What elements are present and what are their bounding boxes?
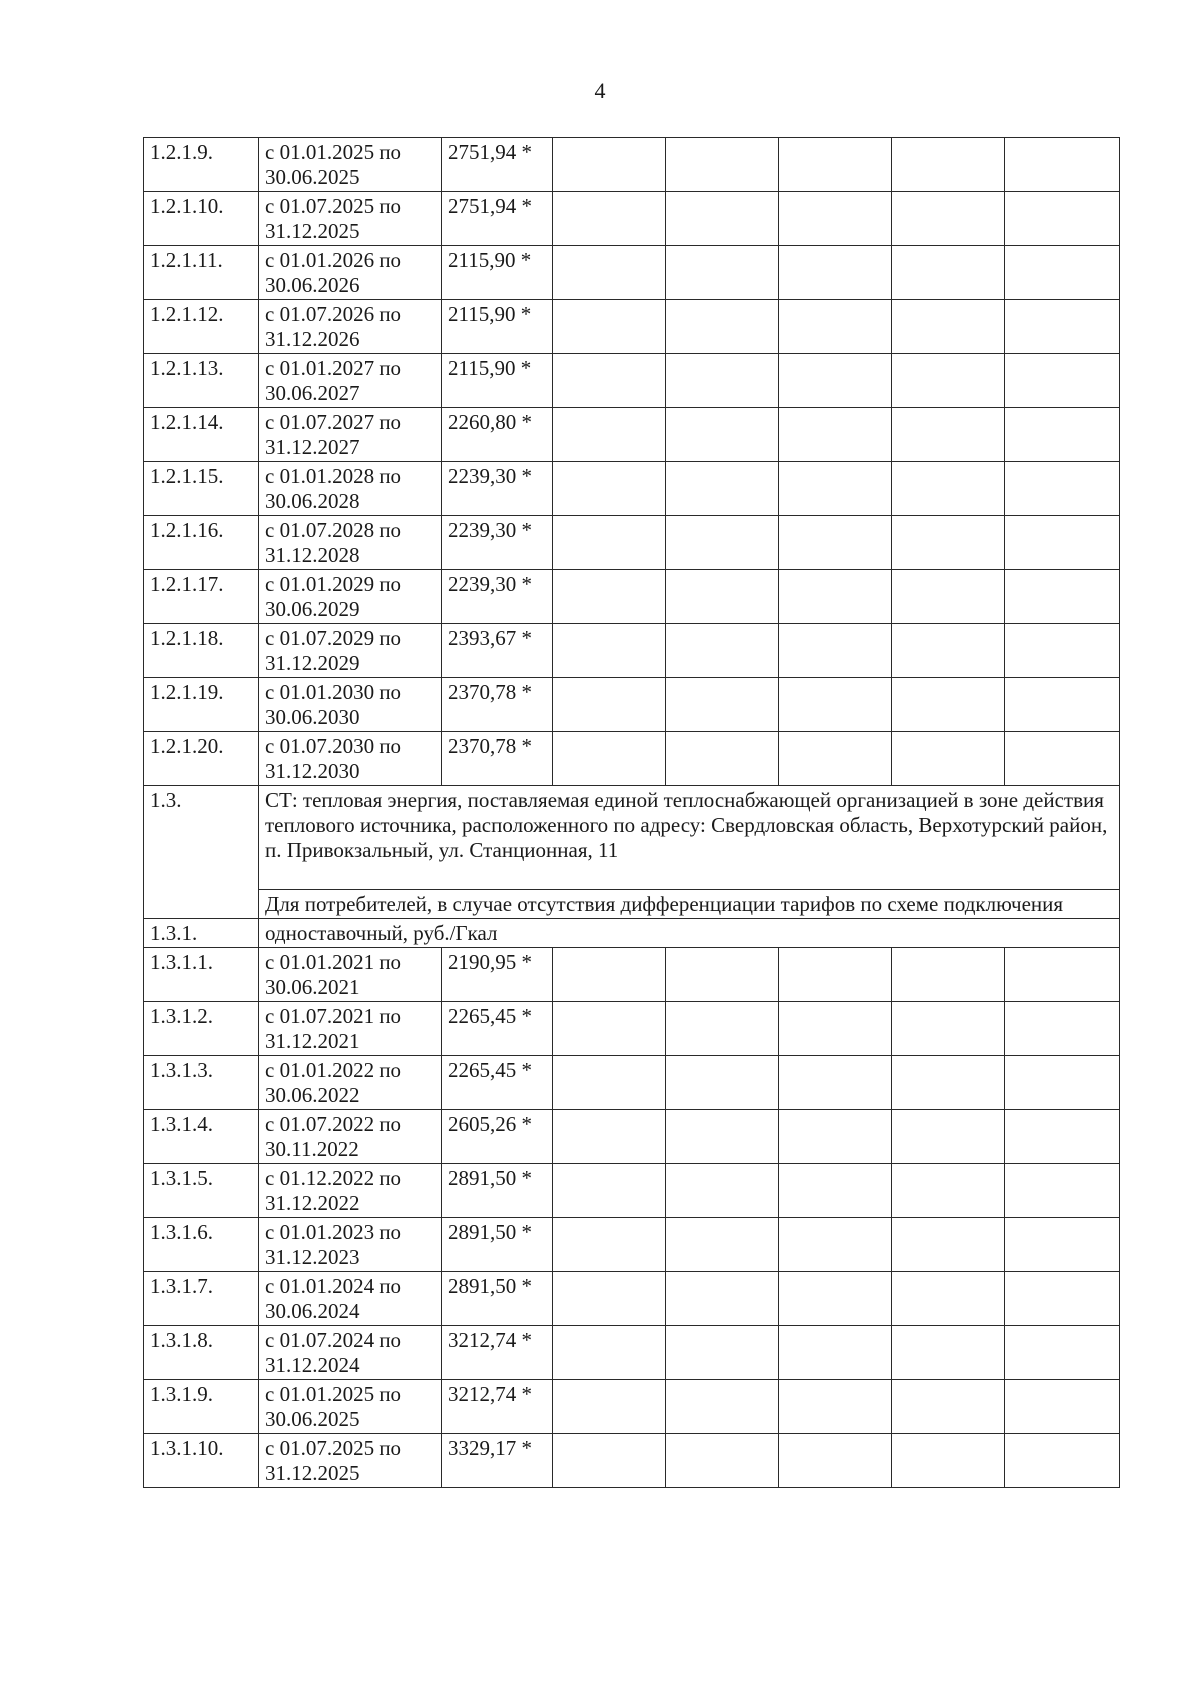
tariff-value: 2239,30 * [442, 516, 553, 570]
empty-cell [553, 300, 666, 354]
tariff-value: 3212,74 * [442, 1326, 553, 1380]
tariff-value: 2265,45 * [442, 1002, 553, 1056]
subsection-number: 1.3.1. [144, 919, 259, 948]
empty-cell [553, 678, 666, 732]
empty-cell [779, 300, 892, 354]
period-cell [259, 570, 442, 624]
empty-cell [1005, 462, 1120, 516]
row-number: 1.3.1.2. [144, 1002, 259, 1056]
period-to: 31.12.2029 [265, 651, 360, 675]
empty-cell [779, 246, 892, 300]
empty-cell [892, 246, 1005, 300]
tariff-value: 3212,74 * [442, 1380, 553, 1434]
empty-cell [892, 1380, 1005, 1434]
empty-cell [779, 138, 892, 192]
empty-cell [666, 570, 779, 624]
table-row [144, 192, 1120, 246]
tariff-value: 2891,50 * [442, 1164, 553, 1218]
tariff-value: 2370,78 * [442, 678, 553, 732]
period-cell [259, 678, 442, 732]
table-row [144, 138, 1120, 192]
table-row [144, 1056, 1120, 1110]
empty-cell [553, 1110, 666, 1164]
tariff-value: 3329,17 * [442, 1434, 553, 1488]
period-to: 31.12.2027 [265, 435, 360, 459]
period-to: 31.12.2030 [265, 759, 360, 783]
table-row [144, 300, 1120, 354]
tariff-value: 2115,90 * [442, 354, 553, 408]
row-number: 1.3.1.3. [144, 1056, 259, 1110]
tariff-value: 2265,45 * [442, 1056, 553, 1110]
table-row [144, 354, 1120, 408]
empty-cell [666, 1056, 779, 1110]
empty-cell [666, 246, 779, 300]
period-cell [259, 1164, 442, 1218]
table-row [144, 1326, 1120, 1380]
row-number: 1.2.1.20. [144, 732, 259, 786]
empty-cell [666, 732, 779, 786]
row-number: 1.2.1.15. [144, 462, 259, 516]
period-from: с 01.01.2021 по [265, 950, 402, 974]
empty-cell [1005, 570, 1120, 624]
period-to: 30.06.2029 [265, 597, 360, 621]
empty-cell [553, 1056, 666, 1110]
period-cell [259, 138, 442, 192]
table-row [144, 462, 1120, 516]
table-row [144, 1164, 1120, 1218]
period-from: с 01.01.2024 по [265, 1274, 402, 1298]
period-from: с 01.12.2022 по [265, 1166, 402, 1190]
empty-cell [779, 462, 892, 516]
section-1-3 [144, 786, 1120, 948]
table-row [144, 408, 1120, 462]
empty-cell [779, 624, 892, 678]
period-cell [259, 624, 442, 678]
period-cell [259, 1110, 442, 1164]
empty-cell [1005, 192, 1120, 246]
empty-cell [779, 1056, 892, 1110]
empty-cell [553, 1434, 666, 1488]
period-to: 30.06.2026 [265, 273, 360, 297]
empty-cell [892, 1218, 1005, 1272]
tariff-value: 2891,50 * [442, 1218, 553, 1272]
period-from: с 01.07.2022 по [265, 1112, 402, 1136]
empty-cell [1005, 1056, 1120, 1110]
period-from: с 01.07.2025 по [265, 194, 402, 218]
row-number: 1.2.1.19. [144, 678, 259, 732]
empty-cell [892, 1110, 1005, 1164]
period-cell [259, 732, 442, 786]
period-to: 30.06.2021 [265, 975, 360, 999]
period-to: 30.06.2024 [265, 1299, 360, 1323]
period-from: с 01.01.2028 по [265, 464, 402, 488]
empty-cell [779, 570, 892, 624]
empty-cell [1005, 732, 1120, 786]
empty-cell [1005, 678, 1120, 732]
empty-cell [779, 192, 892, 246]
period-cell [259, 462, 442, 516]
row-number: 1.2.1.13. [144, 354, 259, 408]
period-from: с 01.01.2025 по [265, 1382, 402, 1406]
empty-cell [553, 1002, 666, 1056]
tariff-table [143, 137, 1120, 1488]
row-number: 1.2.1.18. [144, 624, 259, 678]
table-row [144, 1002, 1120, 1056]
empty-cell [553, 1380, 666, 1434]
empty-cell [666, 948, 779, 1002]
period-from: с 01.07.2024 по [265, 1328, 402, 1352]
row-number: 1.2.1.9. [144, 138, 259, 192]
period-from: с 01.01.2027 по [265, 356, 402, 380]
row-number: 1.2.1.12. [144, 300, 259, 354]
empty-cell [892, 1164, 1005, 1218]
table-row [144, 1380, 1120, 1434]
empty-cell [666, 516, 779, 570]
row-number: 1.3.1.6. [144, 1218, 259, 1272]
empty-cell [892, 192, 1005, 246]
row-number: 1.2.1.14. [144, 408, 259, 462]
period-from: с 01.07.2029 по [265, 626, 402, 650]
empty-cell [666, 354, 779, 408]
row-number: 1.3.1.10. [144, 1434, 259, 1488]
empty-cell [779, 1434, 892, 1488]
row-number: 1.3.1.8. [144, 1326, 259, 1380]
period-cell [259, 1002, 442, 1056]
empty-cell [553, 1164, 666, 1218]
period-from: с 01.01.2030 по [265, 680, 402, 704]
row-number: 1.2.1.16. [144, 516, 259, 570]
section-number: 1.3. [144, 786, 259, 919]
period-cell [259, 516, 442, 570]
empty-cell [1005, 1218, 1120, 1272]
period-from: с 01.07.2025 по [265, 1436, 402, 1460]
period-to: 31.12.2025 [265, 1461, 360, 1485]
empty-cell [892, 1272, 1005, 1326]
empty-cell [553, 948, 666, 1002]
period-to: 30.06.2025 [265, 1407, 360, 1431]
period-from: с 01.01.2023 по [265, 1220, 402, 1244]
table-row [144, 678, 1120, 732]
empty-cell [553, 192, 666, 246]
empty-cell [666, 138, 779, 192]
period-cell [259, 192, 442, 246]
period-to: 31.12.2028 [265, 543, 360, 567]
tariff-rows-group-2 [144, 948, 1120, 1488]
empty-cell [1005, 1326, 1120, 1380]
empty-cell [779, 408, 892, 462]
empty-cell [553, 462, 666, 516]
empty-cell [1005, 1434, 1120, 1488]
empty-cell [779, 354, 892, 408]
table-row [144, 1218, 1120, 1272]
empty-cell [1005, 1380, 1120, 1434]
empty-cell [779, 1218, 892, 1272]
empty-cell [779, 948, 892, 1002]
period-cell [259, 1218, 442, 1272]
period-cell [259, 1326, 442, 1380]
empty-cell [666, 624, 779, 678]
period-to: 31.12.2026 [265, 327, 360, 351]
tariff-value: 2891,50 * [442, 1272, 553, 1326]
period-cell [259, 1056, 442, 1110]
empty-cell [1005, 1272, 1120, 1326]
empty-cell [1005, 300, 1120, 354]
empty-cell [553, 408, 666, 462]
row-number: 1.3.1.7. [144, 1272, 259, 1326]
empty-cell [779, 1110, 892, 1164]
period-from: с 01.01.2025 по [265, 140, 402, 164]
empty-cell [1005, 1002, 1120, 1056]
empty-cell [892, 948, 1005, 1002]
empty-cell [1005, 138, 1120, 192]
table-row [144, 570, 1120, 624]
empty-cell [666, 192, 779, 246]
row-number: 1.3.1.4. [144, 1110, 259, 1164]
period-from: с 01.07.2021 по [265, 1004, 402, 1028]
empty-cell [1005, 354, 1120, 408]
period-cell [259, 1380, 442, 1434]
empty-cell [892, 462, 1005, 516]
period-to: 30.06.2022 [265, 1083, 360, 1107]
empty-cell [892, 624, 1005, 678]
table-row [144, 948, 1120, 1002]
empty-cell [779, 516, 892, 570]
table-row [144, 1272, 1120, 1326]
period-to: 31.12.2025 [265, 219, 360, 243]
period-to: 30.06.2025 [265, 165, 360, 189]
tariff-value: 2190,95 * [442, 948, 553, 1002]
period-to: 31.12.2024 [265, 1353, 360, 1377]
empty-cell [553, 354, 666, 408]
period-from: с 01.01.2029 по [265, 572, 402, 596]
empty-cell [892, 300, 1005, 354]
row-number: 1.3.1.5. [144, 1164, 259, 1218]
empty-cell [666, 300, 779, 354]
period-cell [259, 1272, 442, 1326]
empty-cell [666, 408, 779, 462]
table-row [144, 516, 1120, 570]
empty-cell [1005, 948, 1120, 1002]
tariff-value: 2239,30 * [442, 462, 553, 516]
empty-cell [892, 570, 1005, 624]
period-to: 30.06.2030 [265, 705, 360, 729]
period-from: с 01.07.2030 по [265, 734, 402, 758]
row-number: 1.2.1.17. [144, 570, 259, 624]
empty-cell [892, 516, 1005, 570]
row-number: 1.3.1.1. [144, 948, 259, 1002]
table-row [144, 1434, 1120, 1488]
tariff-value: 2751,94 * [442, 138, 553, 192]
period-from: с 01.01.2026 по [265, 248, 402, 272]
period-to: 30.06.2028 [265, 489, 360, 513]
empty-cell [892, 408, 1005, 462]
empty-cell [1005, 408, 1120, 462]
empty-cell [666, 1380, 779, 1434]
period-from: с 01.07.2027 по [265, 410, 402, 434]
row-number: 1.2.1.10. [144, 192, 259, 246]
empty-cell [666, 1110, 779, 1164]
empty-cell [666, 1164, 779, 1218]
empty-cell [892, 732, 1005, 786]
empty-cell [553, 1272, 666, 1326]
empty-cell [666, 1326, 779, 1380]
period-to: 30.06.2027 [265, 381, 360, 405]
empty-cell [779, 1380, 892, 1434]
empty-cell [553, 1326, 666, 1380]
empty-cell [892, 1002, 1005, 1056]
empty-cell [553, 570, 666, 624]
period-to: 31.12.2021 [265, 1029, 360, 1053]
empty-cell [779, 732, 892, 786]
empty-cell [779, 1164, 892, 1218]
empty-cell [892, 1434, 1005, 1488]
section-description [259, 786, 1120, 890]
empty-cell [666, 1002, 779, 1056]
tariff-rows-group-1 [144, 138, 1120, 786]
empty-cell [892, 1326, 1005, 1380]
empty-cell [1005, 624, 1120, 678]
consumer-note: Для потребителей, в случае отсутствия дифференциации тарифов по схеме подключения [259, 890, 1120, 919]
period-cell [259, 408, 442, 462]
empty-cell [779, 1002, 892, 1056]
tariff-value: 2115,90 * [442, 300, 553, 354]
period-from: с 01.01.2022 по [265, 1058, 402, 1082]
tariff-value: 2751,94 * [442, 192, 553, 246]
period-to: 31.12.2022 [265, 1191, 360, 1215]
row-number: 1.2.1.11. [144, 246, 259, 300]
empty-cell [553, 624, 666, 678]
row-number: 1.3.1.9. [144, 1380, 259, 1434]
empty-cell [666, 462, 779, 516]
tariff-value: 2370,78 * [442, 732, 553, 786]
period-from: с 01.07.2026 по [265, 302, 402, 326]
empty-cell [666, 678, 779, 732]
empty-cell [892, 1056, 1005, 1110]
tariff-value: 2605,26 * [442, 1110, 553, 1164]
empty-cell [1005, 1164, 1120, 1218]
tariff-value: 2115,90 * [442, 246, 553, 300]
empty-cell [666, 1434, 779, 1488]
empty-cell [553, 732, 666, 786]
empty-cell [1005, 516, 1120, 570]
section-description-text: СТ: тепловая энергия, поставляемая единой теплоснабжающей организацией в зоне действия теплового источника, расположенного по адресу: Свердловская область, Верхотурский район, п. Привокзальный, ул. Станционная, 11 [265, 788, 1108, 862]
period-cell [259, 300, 442, 354]
period-to: 30.11.2022 [265, 1137, 359, 1161]
empty-cell [779, 678, 892, 732]
empty-cell [1005, 246, 1120, 300]
table-row [144, 246, 1120, 300]
empty-cell [666, 1218, 779, 1272]
period-cell [259, 246, 442, 300]
table-row [144, 732, 1120, 786]
empty-cell [779, 1326, 892, 1380]
empty-cell [666, 1272, 779, 1326]
period-cell [259, 354, 442, 408]
empty-cell [892, 354, 1005, 408]
empty-cell [892, 678, 1005, 732]
period-to: 31.12.2023 [265, 1245, 360, 1269]
period-cell [259, 948, 442, 1002]
table-row [144, 1110, 1120, 1164]
empty-cell [1005, 1110, 1120, 1164]
empty-cell [553, 246, 666, 300]
empty-cell [892, 138, 1005, 192]
rate-type-label: одноставочный, руб./Гкал [259, 919, 1120, 948]
tariff-value: 2260,80 * [442, 408, 553, 462]
tariff-value: 2393,67 * [442, 624, 553, 678]
empty-cell [553, 1218, 666, 1272]
period-from: с 01.07.2028 по [265, 518, 402, 542]
empty-cell [553, 516, 666, 570]
page-number: 4 [594, 78, 606, 103]
empty-cell [553, 138, 666, 192]
tariff-value: 2239,30 * [442, 570, 553, 624]
period-cell [259, 1434, 442, 1488]
empty-cell [779, 1272, 892, 1326]
table-row [144, 624, 1120, 678]
